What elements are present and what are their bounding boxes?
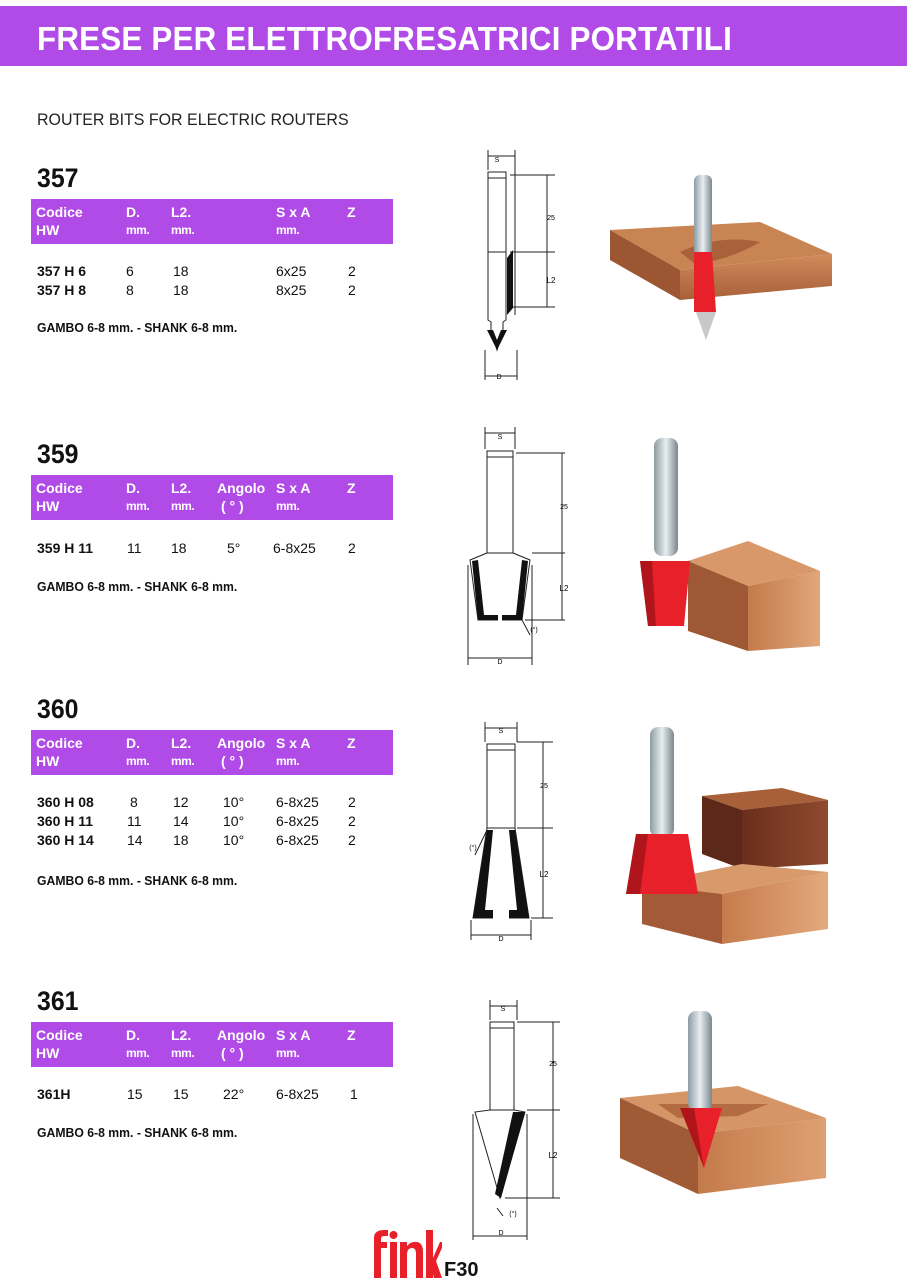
product-code-title: 357 (37, 163, 79, 193)
table-header (31, 730, 393, 775)
dim-l2-label: L2 (548, 1151, 558, 1160)
col-d: D. mm. (126, 480, 150, 513)
dim-s-label: S (500, 1006, 506, 1013)
dim-d-label: D (496, 374, 502, 381)
col-sxa: S x A mm. (276, 204, 311, 237)
page-number: F30 (444, 1259, 479, 1281)
product-code-title: 359 (37, 439, 79, 469)
col-angolo: Angolo ( ° ) (217, 480, 266, 514)
dim-d-label: D (498, 1230, 504, 1237)
shank-note: GAMBO 6-8 mm. - SHANK 6-8 mm. (37, 579, 238, 594)
dim-angle-label: (°) (509, 1211, 517, 1218)
technical-drawing-360 (455, 720, 570, 945)
product-code-title: 361 (37, 986, 79, 1016)
dim-shank-label: 25 (560, 504, 568, 511)
col-angolo: Angolo ( ° ) (217, 735, 266, 769)
col-z: Z (347, 735, 356, 751)
col-codice: Codice HW (36, 735, 83, 769)
col-angolo: Angolo ( ° ) (217, 1027, 266, 1061)
col-sxa: S x A mm. (276, 480, 311, 513)
product-photo-360 (622, 724, 834, 949)
col-z: Z (347, 1027, 356, 1043)
col-l2: L2. mm. (171, 480, 195, 513)
col-l2: L2. mm. (171, 1027, 195, 1060)
dim-shank-label: 25 (549, 1061, 557, 1068)
col-l2: L2. mm. (171, 204, 195, 237)
col-z: Z (347, 204, 356, 220)
dim-l2-label: L2 (559, 584, 569, 593)
table-header (31, 199, 393, 244)
dim-d-label: D (497, 659, 503, 666)
dim-s-label: S (497, 434, 503, 441)
dim-angle-label: (°) (469, 845, 477, 852)
product-photo-359 (628, 436, 823, 656)
dim-d-label: D (498, 936, 504, 943)
col-codice: Codice HW (36, 204, 83, 238)
col-l2: L2. mm. (171, 735, 195, 768)
table-header (31, 1022, 393, 1067)
dim-s-label: S (494, 157, 500, 164)
header-banner (0, 6, 907, 66)
dim-angle-label: (°) (530, 627, 538, 634)
col-z: Z (347, 480, 356, 496)
dim-l2-label: L2 (546, 276, 556, 285)
shank-note: GAMBO 6-8 mm. - SHANK 6-8 mm. (37, 320, 238, 335)
dim-s-label: S (498, 728, 504, 735)
col-sxa: S x A mm. (276, 1027, 311, 1060)
product-photo-357 (610, 172, 835, 342)
fink-logo (370, 1228, 442, 1280)
page-subtitle: ROUTER BITS FOR ELECTRIC ROUTERS (37, 110, 349, 129)
col-d: D. mm. (126, 735, 150, 768)
product-code-title: 360 (37, 694, 79, 724)
col-codice: Codice HW (36, 480, 83, 514)
dim-shank-label: 25 (540, 783, 548, 790)
product-photo-361 (618, 1008, 830, 1198)
technical-drawing-359 (460, 425, 580, 670)
dim-l2-label: L2 (539, 870, 549, 879)
col-sxa: S x A mm. (276, 735, 311, 768)
col-d: D. mm. (126, 204, 150, 237)
technical-drawing-361 (465, 998, 570, 1243)
dim-shank-label: 25 (547, 215, 555, 222)
technical-drawing-357 (455, 150, 565, 385)
col-d: D. mm. (126, 1027, 150, 1060)
page-title: FRESE PER ELETTROFRESATRICI PORTATILI (37, 20, 733, 57)
col-codice: Codice HW (36, 1027, 83, 1061)
shank-note: GAMBO 6-8 mm. - SHANK 6-8 mm. (37, 873, 238, 888)
shank-note: GAMBO 6-8 mm. - SHANK 6-8 mm. (37, 1125, 238, 1140)
table-header (31, 475, 393, 520)
